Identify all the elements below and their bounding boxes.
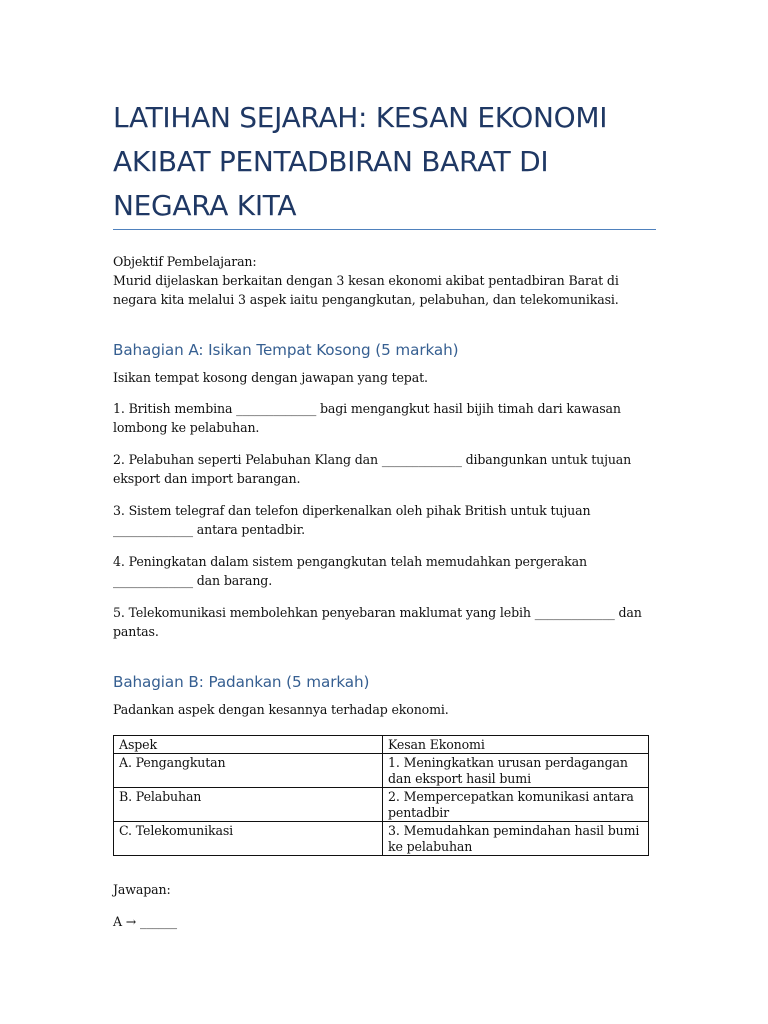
section-a-instruction: Isikan tempat kosong dengan jawapan yang tepat. [113,370,428,385]
section-a-heading: Bahagian A: Isikan Tempat Kosong (5 markah) [113,341,459,359]
table-header-cell: Kesan Ekonomi [383,736,649,754]
question-2: 2. Pelabuhan seperti Pelabuhan Klang dan _____________ dibangunkan untuk tujuan eksport dan import barangan. [113,452,632,486]
answer-label: Jawapan: [113,882,171,897]
title-divider [113,229,656,230]
table-cell: 1. Meningkatkan urusan perdagangan dan eksport hasil bumi [383,754,649,788]
table-header-cell: Aspek [114,736,383,754]
objective-text: Murid dijelaskan berkaitan dengan 3 kesan ekonomi akibat pentadbiran Barat di negara kita melalui 3 aspek iaitu pengangkutan, pelabuhan, dan telekomunikasi. [113,273,619,307]
table-cell: A. Pengangkutan [114,754,383,788]
table-row [114,822,649,856]
table-cell: 3. Memudahkan pemindahan hasil bumi ke pelabuhan [383,822,649,856]
answer-line-a: A → ______ [113,914,177,929]
table-cell: 2. Mempercepatkan komunikasi antara pentadbir [383,788,649,822]
question-1: 1. British membina _____________ bagi mengangkut hasil bijih timah dari kawasan lombong ke pelabuhan. [113,401,621,435]
objective-label: Objektif Pembelajaran: [113,254,257,269]
question-3: 3. Sistem telegraf dan telefon diperkenalkan oleh pihak British untuk tujuan _____________ antara pentadbir. [113,503,591,537]
document-page [113,0,656,931]
table-row [114,788,649,822]
objective-block [113,252,656,309]
question-4: 4. Peningkatan dalam sistem pengangkutan telah memudahkan pergerakan _____________ dan barang. [113,554,587,588]
table-row [114,754,649,788]
section-b-instruction: Padankan aspek dengan kesannya terhadap ekonomi. [113,702,449,717]
matching-table [113,735,649,856]
section-b-heading: Bahagian B: Padankan (5 markah) [113,673,370,691]
table-cell: C. Telekomunikasi [114,822,383,856]
document-title: LATIHAN SEJARAH: KESAN EKONOMI AKIBAT PENTADBIRAN BARAT DI NEGARA KITA [113,101,608,222]
table-cell: B. Pelabuhan [114,788,383,822]
table-header-row [114,736,649,754]
question-5: 5. Telekomunikasi membolehkan penyebaran maklumat yang lebih _____________ dan pantas. [113,605,642,639]
